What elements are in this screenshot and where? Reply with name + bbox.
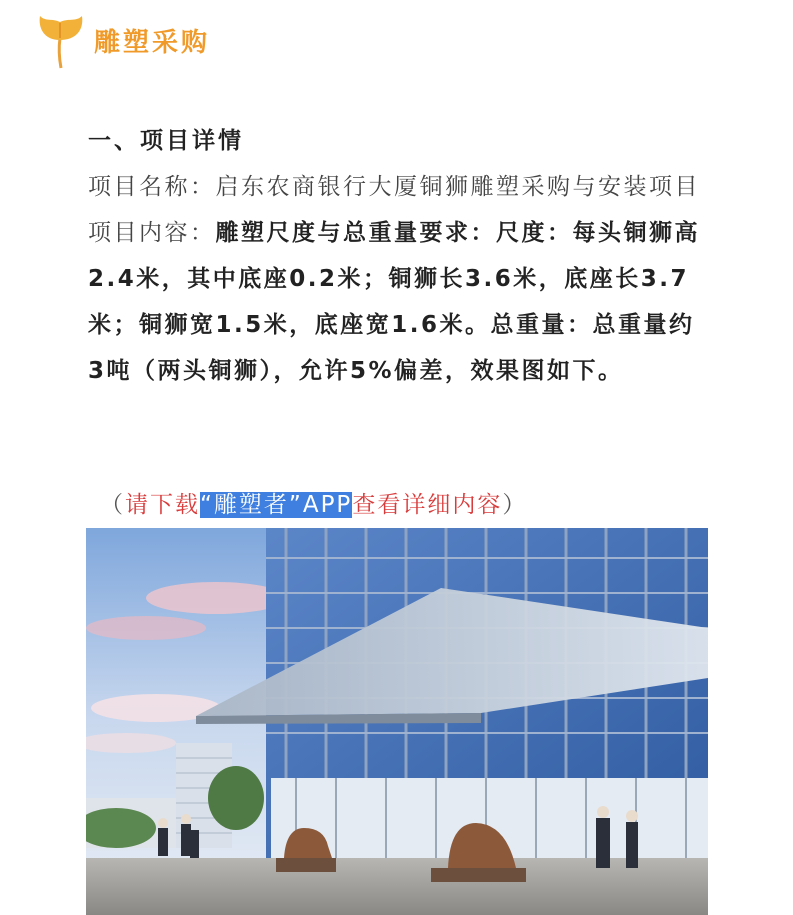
building-rendering-image	[86, 528, 708, 915]
project-name-value: 启东农商银行大厦铜狮雕塑采购与安装项目	[215, 174, 700, 200]
project-details	[88, 118, 708, 394]
section-title: 雕塑采购	[94, 28, 211, 58]
project-content-value: 雕塑尺度与总重量要求：尺度：每头铜狮高2.4米，其中底座0.2米；铜狮长3.6米，底座长3.7米；铜狮宽1.5米，底座宽1.6米。总重量：总重量约3吨（两头铜狮），允许5%偏差，效果图如下。	[88, 220, 700, 384]
project-content-row	[88, 210, 708, 394]
app-name-selection[interactable]	[200, 492, 352, 518]
project-name-row	[88, 164, 708, 210]
project-name-label: 项目名称：	[88, 174, 216, 200]
notice-close-paren: ）	[502, 492, 528, 518]
project-content-label: 项目内容：	[88, 220, 216, 246]
download-prompt[interactable]: 请下载	[125, 492, 200, 518]
view-details-link[interactable]: 查看详细内容	[352, 492, 503, 518]
section-divider	[36, 8, 246, 70]
project-heading: 一、项目详情	[88, 128, 244, 154]
app-name[interactable]: “雕塑者”APP	[200, 492, 353, 518]
download-notice	[100, 485, 700, 525]
notice-open-paren: （	[100, 492, 125, 518]
